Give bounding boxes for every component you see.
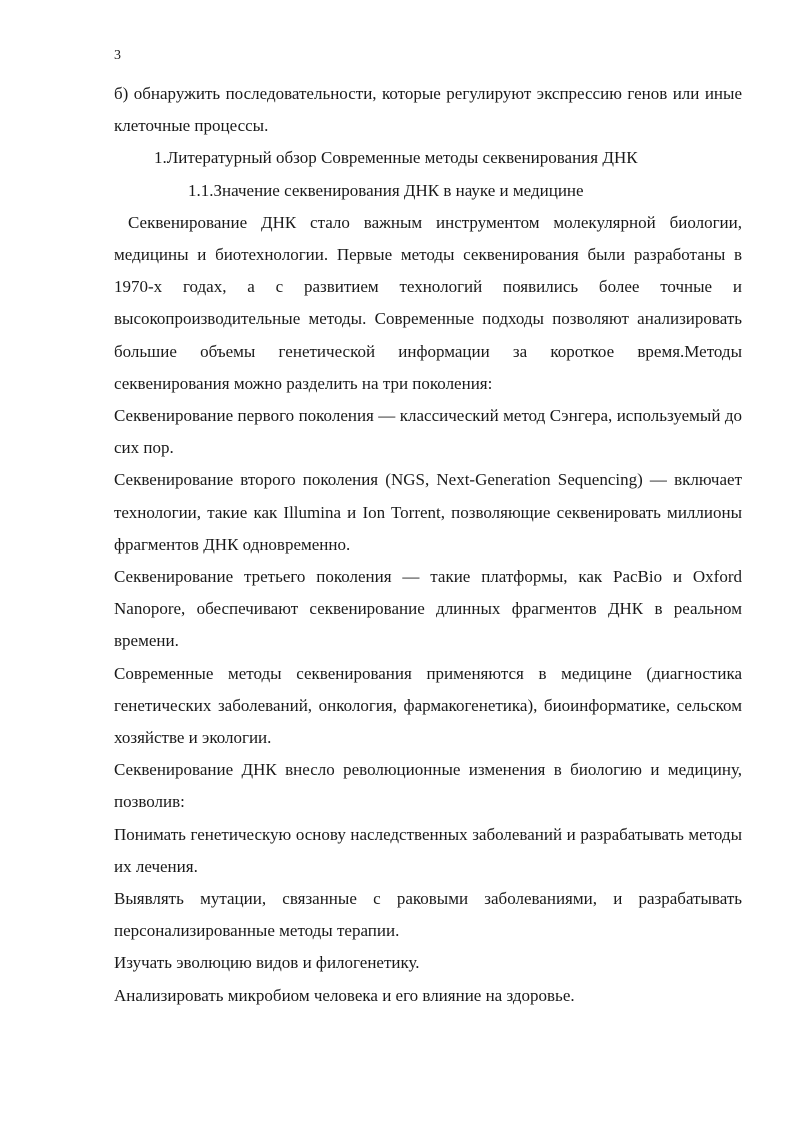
- paragraph-evolution: Изучать эволюцию видов и филогенетику.: [114, 953, 420, 973]
- paragraph-objective-b: б) обнаружить последовательности, которые регулируют экспрессию генов или иные клеточные процессы.: [114, 84, 742, 136]
- paragraph-revolution: Секвенирование ДНК внесло революционные изменения в биологию и медицину, позволив:: [114, 760, 742, 812]
- page-body: [114, 78, 742, 1012]
- section-heading-literature-review: 1.Литературный обзор Современные методы секвенирования ДНК: [154, 148, 638, 168]
- paragraph-cancer-mutations: Выявлять мутации, связанные с раковыми заболеваниями, и разрабатывать персонализированные методы терапии.: [114, 889, 742, 941]
- paragraph-microbiome: Анализировать микробиом человека и его влияние на здоровье.: [114, 985, 575, 1005]
- paragraph-applications: Современные методы секвенирования применяются в медицине (диагностика генетических заболеваний, онкология, фармакогенетика), биоинформатике, сельском хозяйстве и экологии.: [114, 663, 742, 748]
- page-number: 3: [114, 48, 121, 63]
- paragraph-second-generation: Секвенирование второго поколения (NGS, Next-Generation Sequencing) — включает технологии, такие как Illumina и Ion Torrent, позволяющие секвенировать миллионы фрагментов ДНК одновременно.: [114, 470, 742, 554]
- paragraph-intro-sequencing: Секвенирование ДНК стало важным инструментом молекулярной биологии, медицины и биотехнологии. Первые методы секвенирования были разработаны в 1970-х годах, а с развитием технологий появились более точные и высокопроизводительные методы. Современные подходы позволяют анализировать большие объемы генетической информации за короткое время.Методы секвенирования можно разделить на три поколения:: [114, 212, 742, 393]
- subsection-heading-significance: 1.1.Значение секвенирования ДНК в науке и медицине: [188, 180, 584, 200]
- paragraph-first-generation: Секвенирование первого поколения — классический метод Сэнгера, используемый до сих пор.: [114, 406, 742, 458]
- paragraph-hereditary-diseases: Понимать генетическую основу наследственных заболеваний и разрабатывать методы их лечения.: [114, 824, 742, 876]
- paragraph-third-generation: Секвенирование третьего поколения — такие платформы, как PacBio и Oxford Nanopore, обеспечивают секвенирование длинных фрагментов ДНК в реальном времени.: [114, 567, 742, 651]
